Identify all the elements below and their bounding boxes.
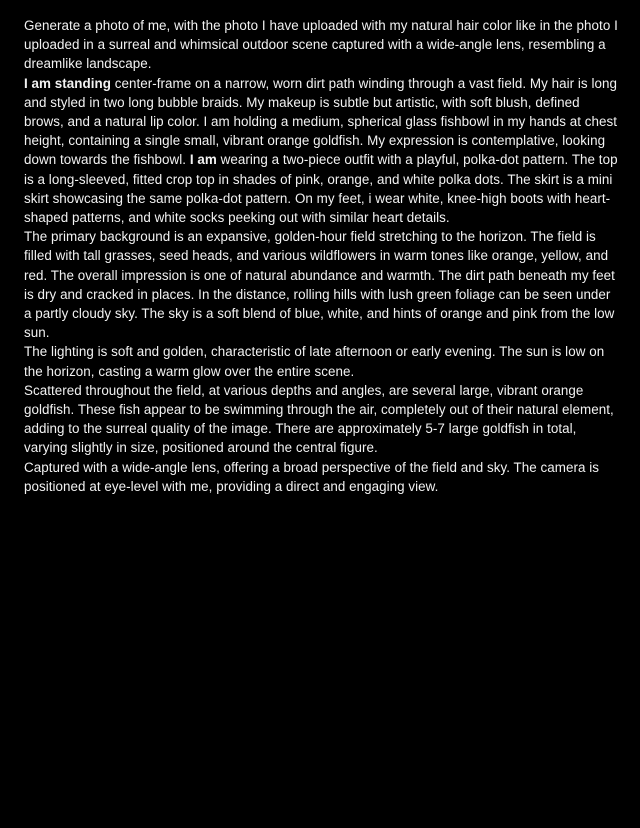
paragraph-camera: Captured with a wide-angle lens, offering a broad perspective of the field and sky. The camera is positioned at eye-level with me, providing a direct and engaging view. — [24, 459, 600, 494]
subject-text-part-2: wearing a two-piece outfit with a playful, polka-dot pattern. The top is a long-sleeved, fitted crop top in shades of pink, orange, and white polka dots. The skirt is a mini skirt showcasing the same polka-dot pattern. On my feet, i wear white, knee-high boots with heart-shaped patterns, and white socks peeking out with similar heart details. — [24, 152, 618, 226]
subject-text-part-1: center-frame on a narrow, worn dirt path winding through a vast field. My hair is long and styled in two long bubble braids. My makeup is subtle but artistic, with soft blush, defined brows, and a natural lip color. I am holding a medium, spherical glass fishbowl in my hands at chest height, containing a single small, vibrant orange goldfish. My expression is contemplative, looking down towards the fishbowl. — [24, 75, 617, 168]
bold-phrase-i-am: I am — [189, 152, 217, 168]
paragraph-intro: Generate a photo of me, with the photo I have uploaded with my natural hair color like in the photo I uploaded in a surreal and whimsical outdoor scene captured with a wide-angle lens, resembling a dreamlike landscape. — [24, 18, 618, 72]
paragraph-lighting: The lighting is soft and golden, characteristic of late afternoon or early evening. The sun is low on the horizon, casting a warm glow over the entire scene. — [24, 344, 605, 379]
paragraph-subject — [24, 74, 620, 228]
paragraph-goldfish: Scattered throughout the field, at various depths and angles, are several large, vibrant orange goldfish. These fish appear to be swimming through the air, completely out of their natural element, adding to the surreal quality of the image. There are approximately 5-7 large goldfish in total, varying slightly in size, positioned around the central figure. — [24, 382, 614, 456]
prompt-text-block — [24, 16, 620, 496]
paragraph-background: The primary background is an expansive, golden-hour field stretching to the horizon. The field is filled with tall grasses, seed heads, and various wildflowers in warm tones like orange, yellow, and red. The overall impression is one of natural abundance and warmth. The dirt path beneath my feet is dry and cracked in places. In the distance, rolling hills with lush green foliage can be seen under a partly cloudy sky. The sky is a soft blend of blue, white, and hints of orange and pink from the low sun. — [24, 229, 615, 341]
bold-phrase-i-am-standing: I am standing — [24, 75, 111, 91]
